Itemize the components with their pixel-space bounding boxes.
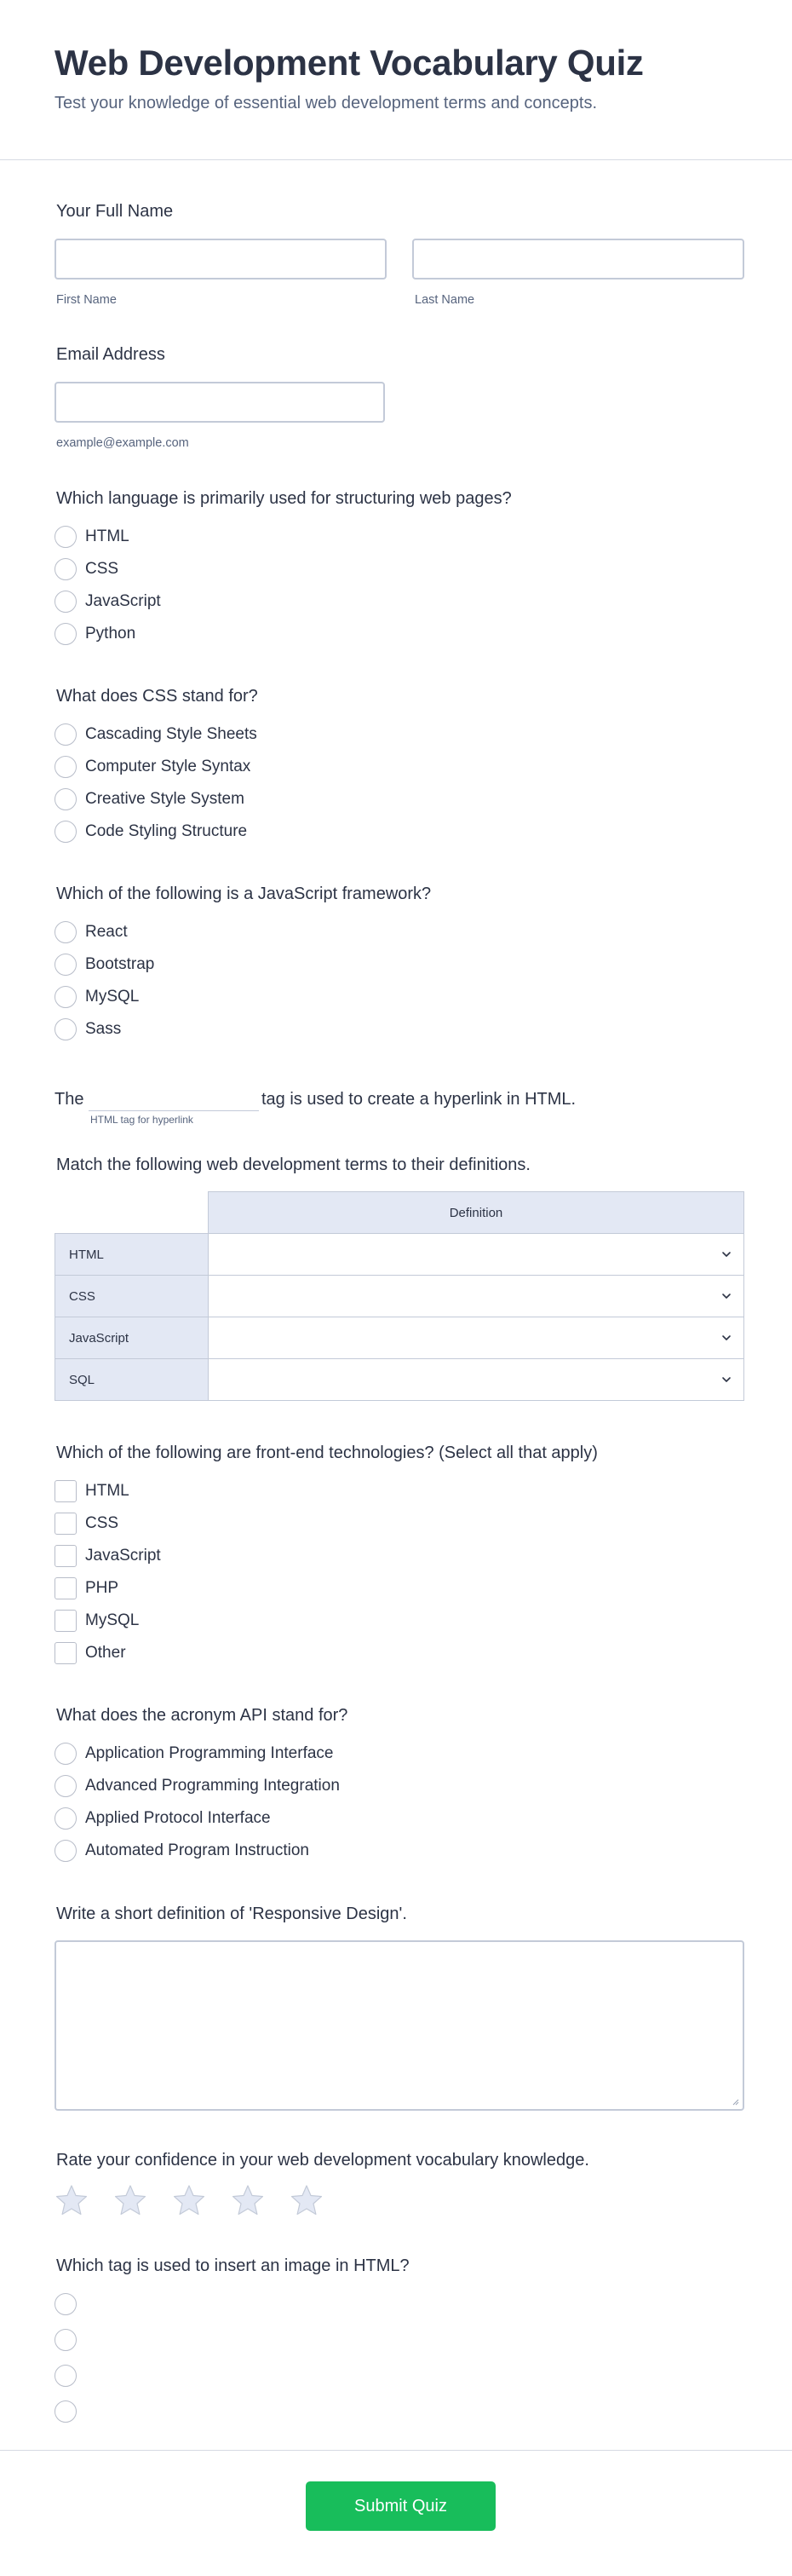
option-label: PHP [85,1579,119,1597]
image-tag-option[interactable] [55,2400,85,2423]
definition-dropdown[interactable] [208,1317,744,1359]
api-label: What does the acronym API stand for? [56,1706,348,1725]
first-name-sublabel: First Name [56,293,117,307]
matrix-row-label: CSS [55,1275,209,1317]
form-footer [0,2450,792,2576]
full-name-label: Your Full Name [56,202,174,221]
chevron-down-icon [721,1249,732,1259]
radio-button[interactable] [55,1743,77,1765]
responsive-definition-textarea[interactable] [55,1940,744,2111]
option-label: Automated Program Instruction [85,1841,309,1859]
option-label: Python [85,625,136,643]
api-option[interactable] [55,1774,340,1798]
radio-button[interactable] [55,1807,77,1830]
q2-label: What does CSS stand for? [56,687,258,706]
option-label: CSS [85,560,119,578]
q1-option[interactable] [55,590,161,614]
matrix-row [55,1233,744,1276]
star-icon[interactable] [55,2183,89,2217]
form-header [0,0,792,160]
frontend-option[interactable] [55,1609,139,1633]
star-icon[interactable] [231,2183,265,2217]
last-name-sublabel: Last Name [415,293,475,307]
radio-button[interactable] [55,623,77,645]
radio-button[interactable] [55,821,77,843]
radio-button[interactable] [55,591,77,613]
definition-dropdown[interactable] [208,1358,744,1401]
option-label: HTML [85,1482,129,1500]
matrix-row [55,1358,744,1401]
option-label: Creative Style System [85,790,244,808]
frontend-option[interactable] [55,1479,129,1503]
checkbox[interactable] [55,1480,77,1502]
star-rating [55,2183,348,2217]
image-tag-option[interactable] [55,2328,85,2352]
frontend-option[interactable] [55,1641,126,1665]
radio-button[interactable] [55,788,77,810]
q3-option[interactable] [55,920,128,944]
star-icon[interactable] [172,2183,206,2217]
radio-button[interactable] [55,558,77,580]
option-label: Code Styling Structure [85,822,248,840]
radio-button[interactable] [55,1840,77,1862]
email-sublabel: example@example.com [56,436,189,450]
matrix-row-label: HTML [55,1233,209,1276]
option-label: MySQL [85,988,140,1006]
email-label: Email Address [56,345,165,364]
chevron-down-icon [721,1333,732,1343]
star-icon[interactable] [290,2183,324,2217]
radio-button[interactable] [55,2293,77,2315]
fill-blank-hint: HTML tag for hyperlink [90,1114,193,1126]
matrix-row-label: JavaScript [55,1317,209,1359]
radio-button[interactable] [55,1775,77,1797]
q2-option[interactable] [55,723,257,746]
checkbox[interactable] [55,1642,77,1664]
checkbox[interactable] [55,1545,77,1567]
option-label: Computer Style Syntax [85,758,251,775]
definition-dropdown[interactable] [208,1275,744,1317]
matrix-row-label: SQL [55,1358,209,1401]
frontend-option[interactable] [55,1576,118,1600]
q2-option[interactable] [55,755,250,779]
checkbox[interactable] [55,1513,77,1535]
q3-option[interactable] [55,985,139,1009]
api-option[interactable] [55,1742,333,1766]
definition-dropdown[interactable] [208,1233,744,1276]
api-option[interactable] [55,1839,309,1863]
page-subtitle: Test your knowledge of essential web development terms and concepts. [55,94,598,112]
last-name-input[interactable] [412,239,744,279]
radio-button[interactable] [55,756,77,778]
radio-button[interactable] [55,986,77,1008]
option-label: CSS [85,1514,119,1532]
radio-button[interactable] [55,1018,77,1040]
radio-button[interactable] [55,723,77,746]
q2-option[interactable] [55,820,247,844]
image-tag-option[interactable] [55,2364,85,2388]
option-label: Other [85,1644,126,1662]
q3-option[interactable] [55,953,154,977]
page-title: Web Development Vocabulary Quiz [55,43,644,83]
radio-button[interactable] [55,526,77,548]
first-name-input[interactable] [55,239,387,279]
radio-button[interactable] [55,2329,77,2351]
matrix-label: Match the following web development terms to their definitions. [56,1155,531,1174]
option-label: HTML [85,527,129,545]
q1-label: Which language is primarily used for structuring web pages? [56,489,512,508]
checkbox[interactable] [55,1577,77,1599]
q2-option[interactable] [55,787,244,811]
radio-button[interactable] [55,954,77,976]
chevron-down-icon [721,1374,732,1385]
radio-button[interactable] [55,2400,77,2423]
option-label: Applied Protocol Interface [85,1809,271,1827]
star-icon[interactable] [113,2183,147,2217]
q3-option[interactable] [55,1017,121,1041]
option-label: Advanced Programming Integration [85,1777,340,1795]
fill-blank-prefix: The [55,1090,84,1109]
chevron-down-icon [721,1291,732,1301]
image-tag-option[interactable] [55,2292,85,2316]
option-label: React [85,923,128,941]
option-label: Sass [85,1020,122,1038]
option-label: MySQL [85,1611,140,1629]
image-tag-label: Which tag is used to insert an image in HTML? [56,2256,410,2275]
option-label: Cascading Style Sheets [85,725,257,743]
rating-label: Rate your confidence in your web development vocabulary knowledge. [56,2151,589,2170]
option-label: JavaScript [85,592,161,610]
radio-button[interactable] [55,2365,77,2387]
matrix-row [55,1275,744,1317]
radio-button[interactable] [55,921,77,943]
q1-option[interactable] [55,525,129,549]
frontend-label: Which of the following are front-end technologies? (Select all that apply) [56,1444,598,1462]
checkbox[interactable] [55,1610,77,1632]
frontend-option[interactable] [55,1512,118,1536]
q1-option[interactable] [55,622,135,646]
q3-label: Which of the following is a JavaScript framework? [56,885,432,903]
resize-handle-icon[interactable] [731,2097,739,2106]
matrix-column-header: Definition [208,1191,744,1234]
matrix-row [55,1317,744,1359]
fill-blank-suffix: tag is used to create a hyperlink in HTML. [261,1090,577,1109]
fill-blank-input[interactable] [89,1099,259,1111]
q1-option[interactable] [55,557,118,581]
option-label: Bootstrap [85,955,155,973]
submit-button[interactable]: Submit Quiz [306,2481,496,2531]
option-label: JavaScript [85,1547,161,1565]
frontend-option[interactable] [55,1544,161,1568]
responsive-label: Write a short definition of 'Responsive Design'. [56,1905,407,1923]
email-input[interactable] [55,382,385,423]
option-label: Application Programming Interface [85,1744,334,1762]
api-option[interactable] [55,1807,271,1830]
